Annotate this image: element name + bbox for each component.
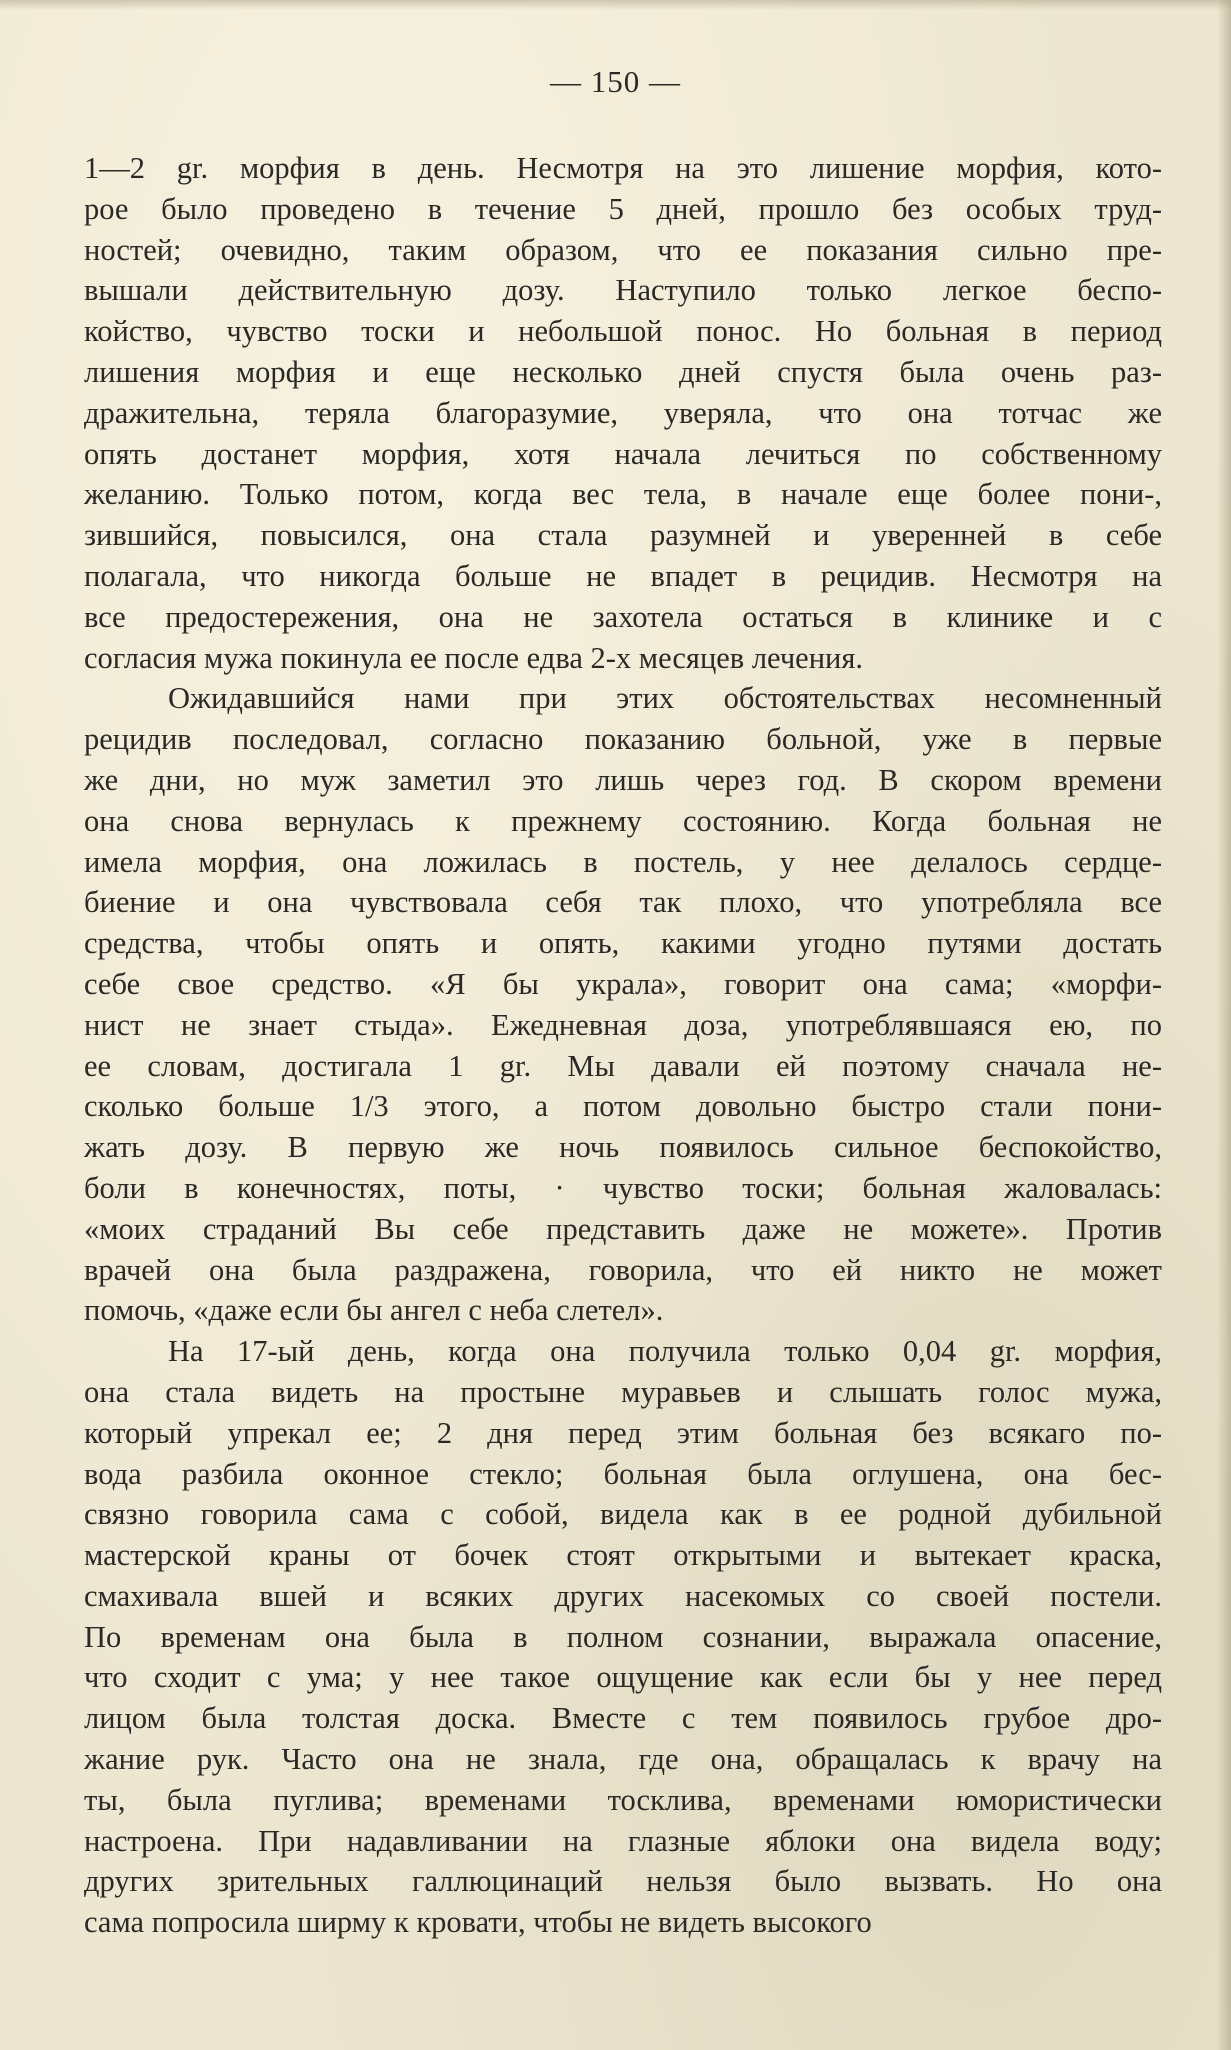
text-line: По временам она была в полном сознании, выражала опасение, bbox=[84, 1619, 1162, 1654]
text-line: жать дозу. В первую же ночь появилось сильное беспокойство, bbox=[84, 1130, 1162, 1165]
text-line: что сходит с ума; у нее такое ощущение как если бы у нее перед bbox=[84, 1660, 1162, 1695]
text-line: сколько больше 1/3 этого, а потом довольно быстро стали пони- bbox=[84, 1089, 1162, 1124]
text-line: «моих страданий Вы себе представить даже не можете». Против bbox=[84, 1211, 1162, 1246]
text-line: дражительна, теряла благоразумие, уверяла, что она тотчас же bbox=[84, 395, 1162, 430]
text-line: вода разбила оконное стекло; больная была оглушена, она бес- bbox=[84, 1456, 1162, 1491]
page-edge-top bbox=[0, 0, 1231, 10]
text-line: смахивала вшей и всяких других насекомых со своей постели. bbox=[84, 1578, 1162, 1613]
text-line: Ожидавшийся нами при этих обстоятельствах несомненный bbox=[168, 681, 1162, 716]
text-line: биение и она чувствовала себя так плохо, что употребляла все bbox=[84, 885, 1162, 920]
text-line: 1—2 gr. морфия в день. Несмотря на это лишение морфия, кото- bbox=[84, 151, 1162, 185]
text-line: опять достанет морфия, хотя начала лечиться по собственному bbox=[84, 436, 1162, 471]
text-line: рецидив последовал, согласно показанию больной, уже в первые bbox=[84, 722, 1162, 757]
text-line: средства, чтобы опять и опять, какими угодно путями достать bbox=[84, 926, 1162, 961]
text-line: связно говорила сама с собой, видела как в ее родной дубильной bbox=[84, 1497, 1162, 1532]
text-line: настроена. При надавливании на глазные яблоки она видела воду; bbox=[84, 1823, 1162, 1858]
body-text bbox=[84, 148, 1162, 1943]
text-line: полагала, что никогда больше не впадет в рецидив. Несмотря на bbox=[84, 558, 1162, 593]
text-line: боли в конечностях, поты, · чувство тоски; больная жаловалась: bbox=[84, 1170, 1162, 1205]
text-line: помочь, «даже если бы ангел с неба слетел». bbox=[84, 1293, 664, 1328]
text-line: койство, чувство тоски и небольшой понос. Но больная в период bbox=[84, 314, 1162, 349]
text-line: рое было проведено в течение 5 дней, прошло без особых труд- bbox=[84, 191, 1162, 226]
text-line: вышали действительную дозу. Наступило только легкое беспо- bbox=[84, 273, 1162, 308]
text-line: лицом была толстая доска. Вместе с тем появилось грубое дро- bbox=[84, 1701, 1162, 1736]
text-line: она снова вернулась к прежнему состоянию. Когда больная не bbox=[84, 803, 1162, 838]
text-line: ее словам, достигала 1 gr. Мы давали ей поэтому сначала не- bbox=[84, 1048, 1162, 1083]
text-line: согласия мужа покинула ее после едва 2-х месяцев лечения. bbox=[84, 640, 864, 675]
page-edge-right bbox=[1217, 0, 1231, 2050]
text-line: На 17-ый день, когда она получила только 0,04 gr. морфия, bbox=[168, 1334, 1162, 1369]
paragraph bbox=[84, 678, 1162, 1331]
page-number: — 150 — bbox=[550, 64, 681, 99]
text-line: других зрительных галлюцинаций нельзя было вызвать. Но она bbox=[84, 1864, 1162, 1899]
text-line: же дни, но муж заметил это лишь через год. В скором времени bbox=[84, 762, 1162, 797]
text-line: желанию. Только потом, когда вес тела, в начале еще более пони-, bbox=[84, 477, 1162, 512]
text-line: ты, была пуглива; временами тосклива, временами юмористически bbox=[84, 1782, 1162, 1817]
text-line: все предостережения, она не захотела остаться в клинике и с bbox=[84, 599, 1162, 634]
text-line: нист не знает стыда». Ежедневная доза, употреблявшаяся ею, по bbox=[84, 1007, 1162, 1042]
text-line: она стала видеть на простыне муравьев и слышать голос мужа, bbox=[84, 1374, 1162, 1409]
text-line: ностей; очевидно, таким образом, что ее показания сильно пре- bbox=[84, 232, 1162, 267]
paragraph bbox=[84, 148, 1162, 678]
text-line: лишения морфия и еще несколько дней спустя была очень раз- bbox=[84, 354, 1162, 389]
text-line: имела морфия, она ложилась в постель, у нее делалось сердце- bbox=[84, 844, 1162, 879]
text-line: себе свое средство. «Я бы украла», говорит она сама; «морфи- bbox=[84, 966, 1162, 1001]
text-line: зившийся, повысился, она стала разумней и уверенней в себе bbox=[84, 518, 1162, 553]
text-line: врачей она была раздражена, говорила, что ей никто не может bbox=[84, 1252, 1162, 1287]
text-line: который упрекал ее; 2 дня перед этим больная без всякаго по- bbox=[84, 1415, 1162, 1450]
paragraph bbox=[84, 1331, 1162, 1943]
text-line: жание рук. Часто она не знала, где она, обращалась к врачу на bbox=[84, 1742, 1162, 1777]
text-line: мастерской краны от бочек стоят открытыми и вытекает краска, bbox=[84, 1538, 1162, 1573]
text-line: сама попросила ширму к кровати, чтобы не видеть высокого bbox=[84, 1905, 872, 1940]
